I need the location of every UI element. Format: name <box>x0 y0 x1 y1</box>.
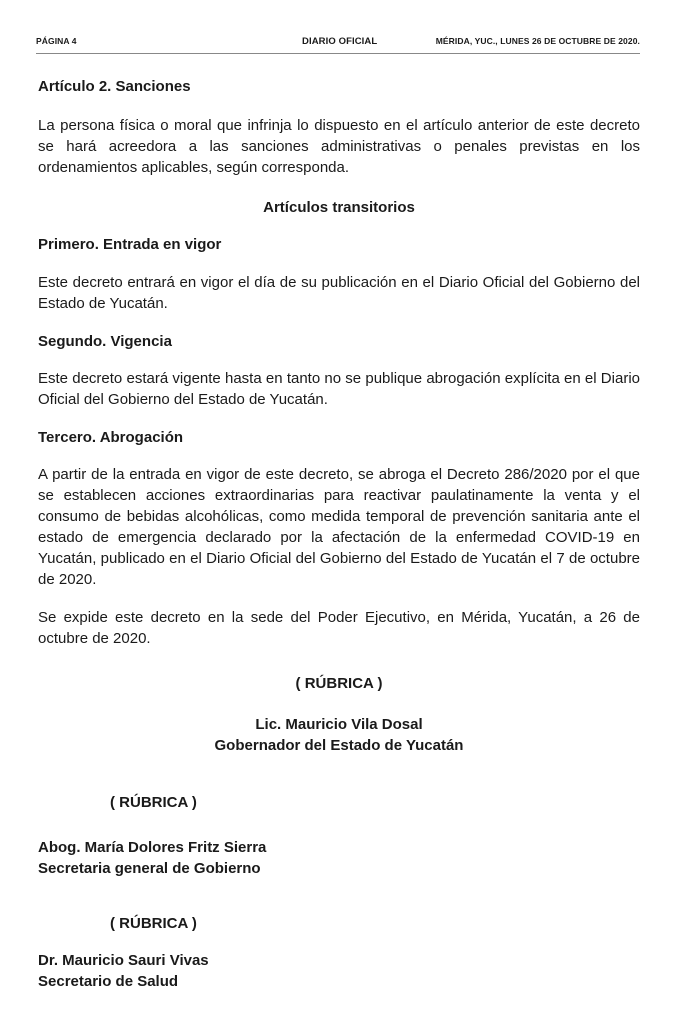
health-secretary-position: Secretario de Salud <box>38 973 179 990</box>
header-divider <box>36 53 640 54</box>
third-text: A partir de la entrada en vigor de este decreto, se abroga el Decreto 286/2020 por el que se establecen acciones extraordinarias para reactivar paulatinamente la venta y el consumo de bebidas alcohólicas, como medida temporal de prevención sanitaria ante el estado de emergencia declarado por la afectación de la enfermedad COVID-19 en Yucatán, publicado en el Diario Oficial del Gobierno del Estado de Yucatán el 7 de octubre de 2020. <box>38 466 640 588</box>
closing-paragraph: Se expide este decreto en la sede del Poder Ejecutivo, en Mérida, Yucatán, a 26 de octubre de 2020. <box>38 609 640 647</box>
page-header <box>36 36 640 52</box>
second-title: Segundo. Vigencia <box>38 333 172 350</box>
secretary-general-signature <box>38 792 640 879</box>
governor-signature <box>38 673 640 756</box>
health-secretary-name: Dr. Mauricio Sauri Vivas <box>38 952 209 969</box>
secretary-general-rubrica: ( RÚBRICA ) <box>110 794 197 811</box>
first-title: Primero. Entrada en vigor <box>38 236 222 253</box>
second-text: Este decreto estará vigente hasta en tanto no se publique abrogación explícita en el Diario Oficial del Gobierno del Estado de Yucatán. <box>38 370 640 408</box>
governor-position: Gobernador del Estado de Yucatán <box>214 737 464 754</box>
transitory-heading: Artículos transitorios <box>263 199 415 216</box>
third-title: Tercero. Abrogación <box>38 429 184 446</box>
governor-name: Lic. Mauricio Vila Dosal <box>255 716 423 733</box>
health-secretary-rubrica: ( RÚBRICA ) <box>110 915 197 932</box>
governor-rubrica: ( RÚBRICA ) <box>295 675 383 692</box>
article-2-title: Artículo 2. Sanciones <box>38 78 191 95</box>
health-secretary-signature <box>38 913 640 992</box>
journal-name: DIARIO OFICIAL <box>302 36 378 47</box>
first-text: Este decreto entrará en vigor el día de su publicación en el Diario Oficial del Gobierno del Estado de Yucatán. <box>38 274 640 312</box>
document-body <box>38 76 640 992</box>
secretary-general-position: Secretaria general de Gobierno <box>38 860 261 877</box>
secretary-general-name: Abog. María Dolores Fritz Sierra <box>38 839 267 856</box>
page-number: PÁGINA 4 <box>36 36 77 46</box>
article-2-text: La persona física o moral que infrinja lo dispuesto en el artículo anterior de este decreto se hará acreedora a las sanciones administrativas o penales previstas en los ordenamientos aplicables, según corresponda. <box>38 117 640 176</box>
publication-date: MÉRIDA, YUC., LUNES 26 DE OCTUBRE DE 2020. <box>435 36 640 46</box>
